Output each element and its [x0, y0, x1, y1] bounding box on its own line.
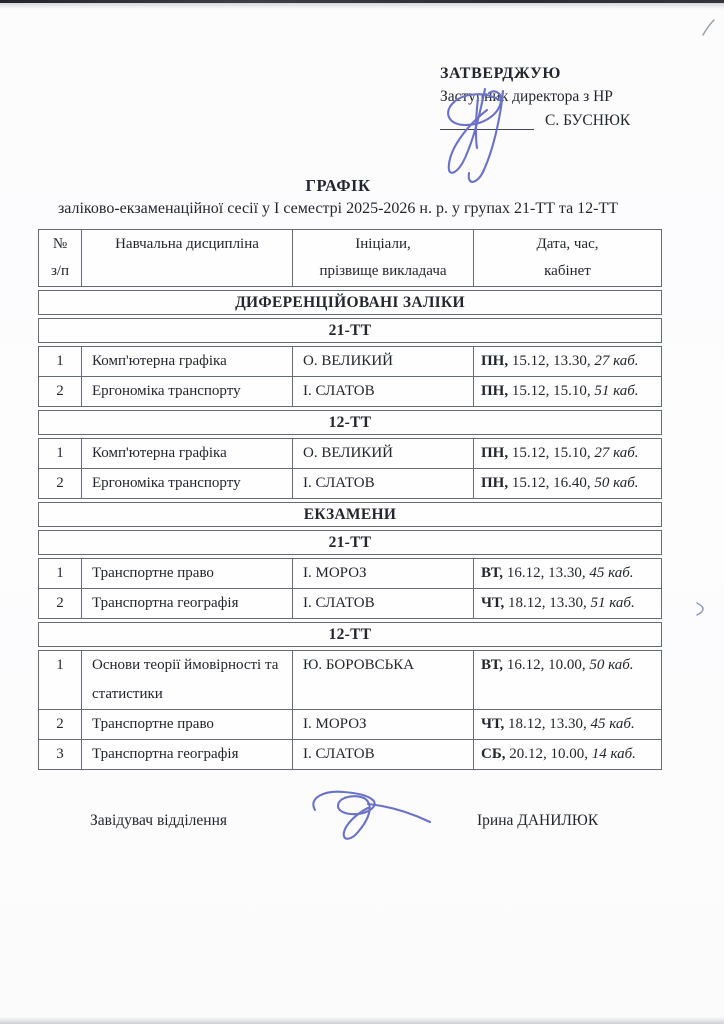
cell-discipline: Комп'ютерна графіка [81, 439, 292, 468]
head-signature [303, 784, 435, 850]
approval-signatory: С. БУСНЮК [545, 112, 631, 129]
cell-num: 1 [56, 565, 64, 581]
cell-teacher: О. ВЕЛИКИЙ [292, 347, 473, 376]
exam-row [38, 346, 662, 377]
schedule-room: 51 каб. [590, 595, 635, 611]
cell-teacher: І. СЛАТОВ [292, 377, 473, 406]
header-cell-discipline [81, 230, 292, 286]
schedule-day: ЧТ, [481, 595, 505, 611]
approval-block [440, 64, 630, 130]
approval-role: Заступник директора з НР [440, 88, 613, 105]
schedule-datetime: 16.12, 10.00, [503, 657, 590, 673]
cell-discipline: Транспортне право [81, 710, 292, 739]
schedule-day: ПН, [481, 353, 509, 369]
cell-discipline: Основи теорії ймовірності та статистики [81, 651, 292, 709]
cell-schedule [473, 469, 661, 498]
section-header-row-label: ДИФЕРЕНЦІЙОВАНІ ЗАЛІКИ [235, 294, 465, 311]
schedule-room: 51 каб. [594, 383, 639, 399]
cell-teacher: І. МОРОЗ [292, 559, 473, 588]
cell-schedule [473, 710, 661, 739]
document-subtitle: заліково-екзаменаційної сесії у І семестрі 2025-2026 н. р. у групах 21-ТТ та 12-ТТ [57, 200, 619, 217]
group-header-row-label: 12-ТТ [328, 414, 372, 431]
header-line: Навчальна дисципліна [115, 236, 259, 252]
cell-discipline: Транспортна географія [81, 589, 292, 618]
cell-discipline: Транспортне право [81, 559, 292, 588]
schedule-room: 45 каб. [590, 716, 635, 732]
section-header-row [38, 502, 662, 527]
document-title: ГРАФІК [305, 176, 371, 195]
schedule-day: ВТ, [481, 657, 504, 673]
schedule-day: ПН, [481, 445, 509, 461]
cell-discipline: Ергономіка транспорту [81, 377, 292, 406]
exam-row [38, 709, 662, 740]
signature-line [440, 114, 534, 130]
cell-discipline: Транспортна географія [81, 740, 292, 769]
header-line: кабінет [544, 263, 591, 279]
section-header-row-label: ЕКЗАМЕНИ [303, 506, 397, 523]
exam-row [38, 588, 662, 619]
header-cell-datetime [473, 230, 661, 286]
cell-schedule [473, 439, 661, 468]
header-line: з/п [50, 263, 70, 279]
scan-edge-bottom [0, 1017, 724, 1024]
scan-edge-top-smear [0, 3, 724, 9]
group-header-row [38, 410, 662, 435]
schedule-datetime: 20.12, 10.00, [505, 746, 592, 762]
schedule-day: СБ, [481, 746, 506, 762]
scan-mark-corner [700, 18, 716, 38]
cell-schedule [473, 740, 661, 769]
group-header-row-label: 21-ТТ [328, 534, 372, 551]
schedule-datetime: 15.12, 15.10, [508, 383, 595, 399]
group-header-row [38, 318, 662, 343]
schedule-datetime: 15.12, 13.30, [508, 353, 595, 369]
cell-num: 3 [56, 746, 64, 762]
header-cell-teacher [292, 230, 473, 286]
schedule-room: 50 каб. [594, 475, 639, 491]
schedule-day: ВТ, [481, 565, 504, 581]
footer-name: Ірина ДАНИЛЮК [477, 812, 599, 829]
header-line: прізвище викладача [319, 263, 447, 279]
header-cell-num [39, 230, 81, 286]
schedule-datetime: 18.12, 13.30, [504, 716, 591, 732]
cell-teacher: О. ВЕЛИКИЙ [292, 439, 473, 468]
exam-row [38, 558, 662, 589]
section-header-row [38, 290, 662, 315]
schedule-day: ЧТ, [481, 716, 505, 732]
cell-schedule [473, 347, 661, 376]
schedule-day: ПН, [481, 383, 509, 399]
footer-position: Завідувач відділення [90, 812, 227, 829]
cell-num: 2 [56, 475, 64, 491]
scan-mark-right [694, 600, 708, 618]
exam-row [38, 468, 662, 499]
table-header-row [38, 229, 662, 287]
cell-discipline: Ергономіка транспорту [81, 469, 292, 498]
schedule-room: 45 каб. [589, 565, 634, 581]
header-line: Ініціали, [355, 236, 411, 252]
schedule-datetime: 15.12, 16.40, [508, 475, 595, 491]
cell-num: 1 [56, 445, 64, 461]
header-line: № [52, 236, 68, 252]
schedule-room: 27 каб. [594, 353, 639, 369]
exam-row [38, 438, 662, 469]
cell-num: 2 [56, 595, 64, 611]
cell-num: 1 [56, 657, 64, 673]
approval-heading: ЗАТВЕРДЖУЮ [440, 65, 562, 82]
schedule-room: 27 каб. [594, 445, 639, 461]
schedule-day: ПН, [481, 475, 509, 491]
exam-row [38, 650, 662, 710]
group-header-row [38, 530, 662, 555]
cell-schedule [473, 589, 661, 618]
group-header-row-label: 12-ТТ [328, 626, 372, 643]
schedule-datetime: 15.12, 15.10, [508, 445, 595, 461]
cell-teacher: І. СЛАТОВ [292, 589, 473, 618]
cell-schedule [473, 651, 661, 709]
header-line: Дата, час, [536, 236, 599, 252]
cell-teacher: І. СЛАТОВ [292, 469, 473, 498]
schedule-table [38, 229, 662, 770]
cell-teacher: І. СЛАТОВ [292, 740, 473, 769]
schedule-datetime: 18.12, 13.30, [504, 595, 591, 611]
cell-discipline: Комп'ютерна графіка [81, 347, 292, 376]
cell-schedule [473, 377, 661, 406]
cell-num: 2 [56, 716, 64, 732]
exam-row [38, 739, 662, 770]
cell-schedule [473, 559, 661, 588]
exam-row [38, 376, 662, 407]
cell-teacher: Ю. БОРОВСЬКА [292, 651, 473, 709]
cell-num: 1 [56, 353, 64, 369]
group-header-row-label: 21-ТТ [328, 322, 372, 339]
schedule-room: 14 каб. [591, 746, 636, 762]
cell-num: 2 [56, 383, 64, 399]
cell-teacher: І. МОРОЗ [292, 710, 473, 739]
schedule-datetime: 16.12, 13.30, [503, 565, 590, 581]
schedule-room: 50 каб. [589, 657, 634, 673]
group-header-row [38, 622, 662, 647]
